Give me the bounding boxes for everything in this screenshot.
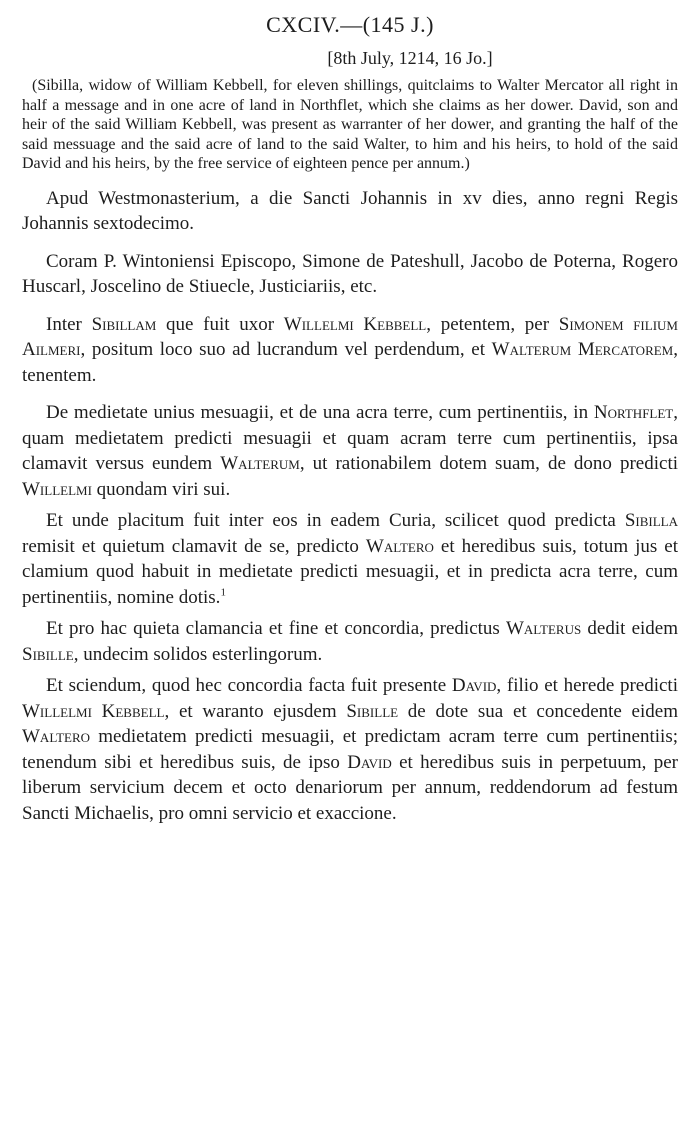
paragraph-place-date: Apud Westmonasterium, a die Sancti Johannis in xv dies, anno regni Regis Johannis sextodecimo. [22, 187, 678, 234]
party-name: Sibillam [91, 313, 157, 335]
party-name: David [347, 751, 392, 773]
text-run: Et sciendum, quod hec concordia facta fuit presente [46, 675, 452, 696]
text-run: , et waranto ejusdem [164, 700, 347, 722]
english-summary: (Sibilla, widow of William Kebbell, for eleven shillings, quitclaims to Walter Mercator all right in half a message and in one acre of land in Northflet, which she claims as her dower. David, son and heir of the said William Kebbell, was present as warranter of her dower, and granting the half of the said messuage and the said acre of land to the said Walter, to him and his heirs, to hold of the said David and his heirs, by the free service of eighteen pence per annum.) [22, 77, 678, 172]
footnote-marker: 1 [220, 586, 226, 599]
paragraph-concord [22, 673, 678, 826]
paragraph-justices: Coram P. Wintoniensi Episcopo, Simone de Pateshull, Jacobo de Poterna, Rogero Huscarl, Joscelino de Stiuecle, Justiciariis, etc. [22, 250, 678, 297]
text-run: , positum loco suo ad lucrandum vel perdendum, et [80, 339, 492, 360]
party-name: Sibilla [624, 510, 678, 531]
text-run: , quam medietatem predicti mesuagii et quam acram terre cum pertinentiis, ipsa clamavit versus eundem [22, 402, 678, 474]
party-name: Walterum Mercatorem [491, 339, 674, 360]
paragraph-payment [22, 616, 678, 667]
text-run: , petentem, per [426, 313, 559, 335]
text-run: et heredibus suis, totum jus et clamium quod habuit in medietate predicti mesuagii, et in predicta acra terre, cum pertinentiis, nomine dotis. [22, 535, 678, 608]
party-name: Willelmi [22, 478, 92, 500]
text-run: quondam viri sui. [91, 478, 231, 500]
party-name: Willelmi Kebbell [283, 313, 427, 335]
paragraph-plea [22, 508, 678, 610]
party-name: David [451, 675, 497, 696]
text-run: que fuit uxor [156, 313, 284, 335]
text-run: Inter [46, 313, 92, 335]
text-run: Et unde placitum fuit inter eos in eadem Curia, scilicet quod predicta [46, 510, 625, 531]
text-run: medietatem predicti mesuagii, et predictam acram terre cum pertinentiis; tenendum sibi et heredibus suis, de ipso [22, 726, 678, 773]
text-run: , undecim solidos esterlingorum. [73, 643, 323, 665]
party-name: Willelmi Kebbell [22, 700, 165, 722]
place-name: Northflet [593, 402, 674, 423]
party-name: Waltero [365, 535, 434, 557]
text-run: dedit eidem [581, 618, 678, 639]
text-run: , tenentem. [22, 339, 678, 386]
paragraph-property [22, 400, 678, 502]
text-run: Et pro hac quieta clamancia et fine et concordia, predictus [46, 618, 506, 639]
record-date: [8th July, 1214, 16 Jo.] [327, 48, 493, 68]
party-name: Waltero [22, 726, 91, 747]
text-run: De medietate unius mesuagii, et de una acra terre, cum pertinentiis, in [46, 402, 594, 423]
paragraph-parties [22, 312, 678, 389]
text-run: , filio et herede predicti [496, 675, 678, 696]
record-heading: CXCIV.—(145 J.) [266, 12, 434, 37]
text-run: , ut rationabilem dotem suam, de dono predicti [299, 453, 679, 474]
party-name: Sibille [346, 700, 399, 722]
party-name: Simonem filium Ailmeri [22, 313, 678, 360]
text-run: remisit et quietum clamavit de se, predicto [22, 535, 366, 557]
text-run: de dote sua et concedente eidem [398, 700, 678, 722]
party-name: Walterus [505, 618, 582, 639]
text-run: et heredibus suis in perpetuum, per liberum servicium decem et octo denariorum per annum, reddendorum ad festum Sancti Michaelis, pro omni servicio et exaccione. [22, 751, 678, 824]
party-name: Sibille [22, 643, 74, 665]
party-name: Walterum [220, 453, 300, 474]
